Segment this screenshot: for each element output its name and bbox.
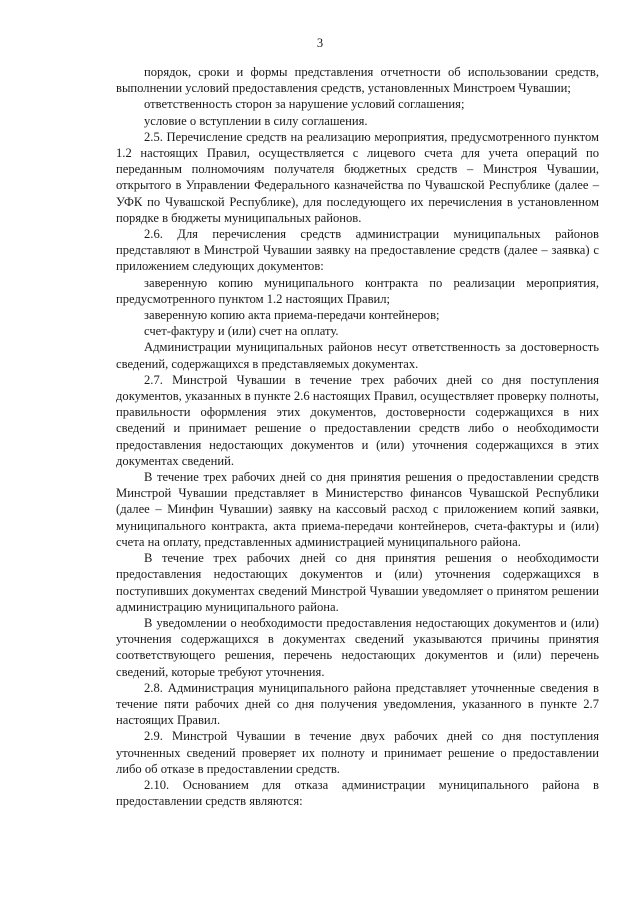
page-number: 3 — [316, 36, 324, 50]
paragraph-notification-content: В уведомлении о необходимости предоставления недостающих документов и (или) уточнения содержащихся в документах сведений указываются причины принятия соответствующего решения, перечень недостающих документов и (или) перечень сведений, которые требуют уточнения. — [116, 615, 599, 679]
paragraph-entry-into-force: условие о вступлении в силу соглашения. — [144, 113, 368, 128]
paragraph-act-copy: заверенную копию акта приема-передачи контейнеров; — [144, 308, 440, 323]
paragraph-responsibility: Администрации муниципальных районов несут ответственность за достоверность сведений, содержащихся в представляемых документах. — [116, 340, 599, 371]
paragraph-reporting-terms: порядок, сроки и формы представления отчетности об использовании средств, выполнении условий предоставления средств, установленных Минстроем Чувашии; — [116, 65, 599, 96]
body-text — [116, 64, 599, 809]
paragraph-invoice: счет-фактуру и (или) счет на оплату. — [144, 324, 339, 339]
paragraph-liability: ответственность сторон за нарушение условий соглашения; — [144, 97, 465, 112]
paragraph-2-9: 2.9. Минстрой Чувашии в течение двух рабочих дней со дня поступления уточненных сведений проверяет их полноту и принимает решение о предоставлении либо об отказе в предоставлении средств. — [116, 729, 599, 776]
paragraph-2-6: 2.6. Для перечисления средств администрации муниципальных районов представляют в Минстрой Чувашии заявку на предоставление средств (далее – заявка) с приложением следующих документов: — [116, 227, 599, 274]
paragraph-cash-request: В течение трех рабочих дней со дня принятия решения о предоставлении средств Минстрой Чувашии представляет в Министерство финансов Чувашской Республики (далее – Минфин Чувашии) заявку на кассовый расход с приложением копий заявки, муниципального контракта, акта приема-передачи контейнеров, счета-фактуры и (или) счета на оплату, представленных администрацией муниципального района. — [116, 470, 599, 549]
paragraph-contract-copy: заверенную копию муниципального контракта по реализации мероприятия, предусмотренного пунктом 1.2 настоящих Правил; — [116, 275, 599, 306]
paragraph-2-5: 2.5. Перечисление средств на реализацию мероприятия, предусмотренного пунктом 1.2 настоящих Правил, осуществляется с лицевого счета для учета операций по переданным полномочиям получателя бюджетных средств – Минстроя Чувашии, открытого в Управлении Федерального казначейства по Чувашской Республике (далее – УФК по Чувашской Республике), для последующего их перечисления в установленном порядке в бюджеты муниципальных районов. — [116, 129, 599, 225]
paragraph-2-7: 2.7. Минстрой Чувашии в течение трех рабочих дней со дня поступления документов, указанных в пункте 2.6 настоящих Правил, осуществляет проверку полноты, правильности оформления этих документов, достоверности содержащихся в них сведений и принимает решение о предоставлении средств либо о необходимости предоставления недостающих документов и (или) уточнения содержащихся в этих документах сведений. — [116, 372, 599, 468]
paragraph-2-10: 2.10. Основанием для отказа администрации муниципального района в предоставлении средств являются: — [116, 777, 599, 809]
paragraph-notification: В течение трех рабочих дней со дня принятия решения о необходимости предоставления недостающих документов и (или) уточнения содержащихся в поступивших документах сведений Минстрой Чувашии уведомляет о принятом решении администрацию муниципального района. — [116, 551, 599, 614]
paragraph-2-8: 2.8. Администрация муниципального района представляет уточненные сведения в течение пяти рабочих дней со дня получения уведомления, указанного в пункте 2.7 настоящих Правил. — [116, 680, 599, 728]
